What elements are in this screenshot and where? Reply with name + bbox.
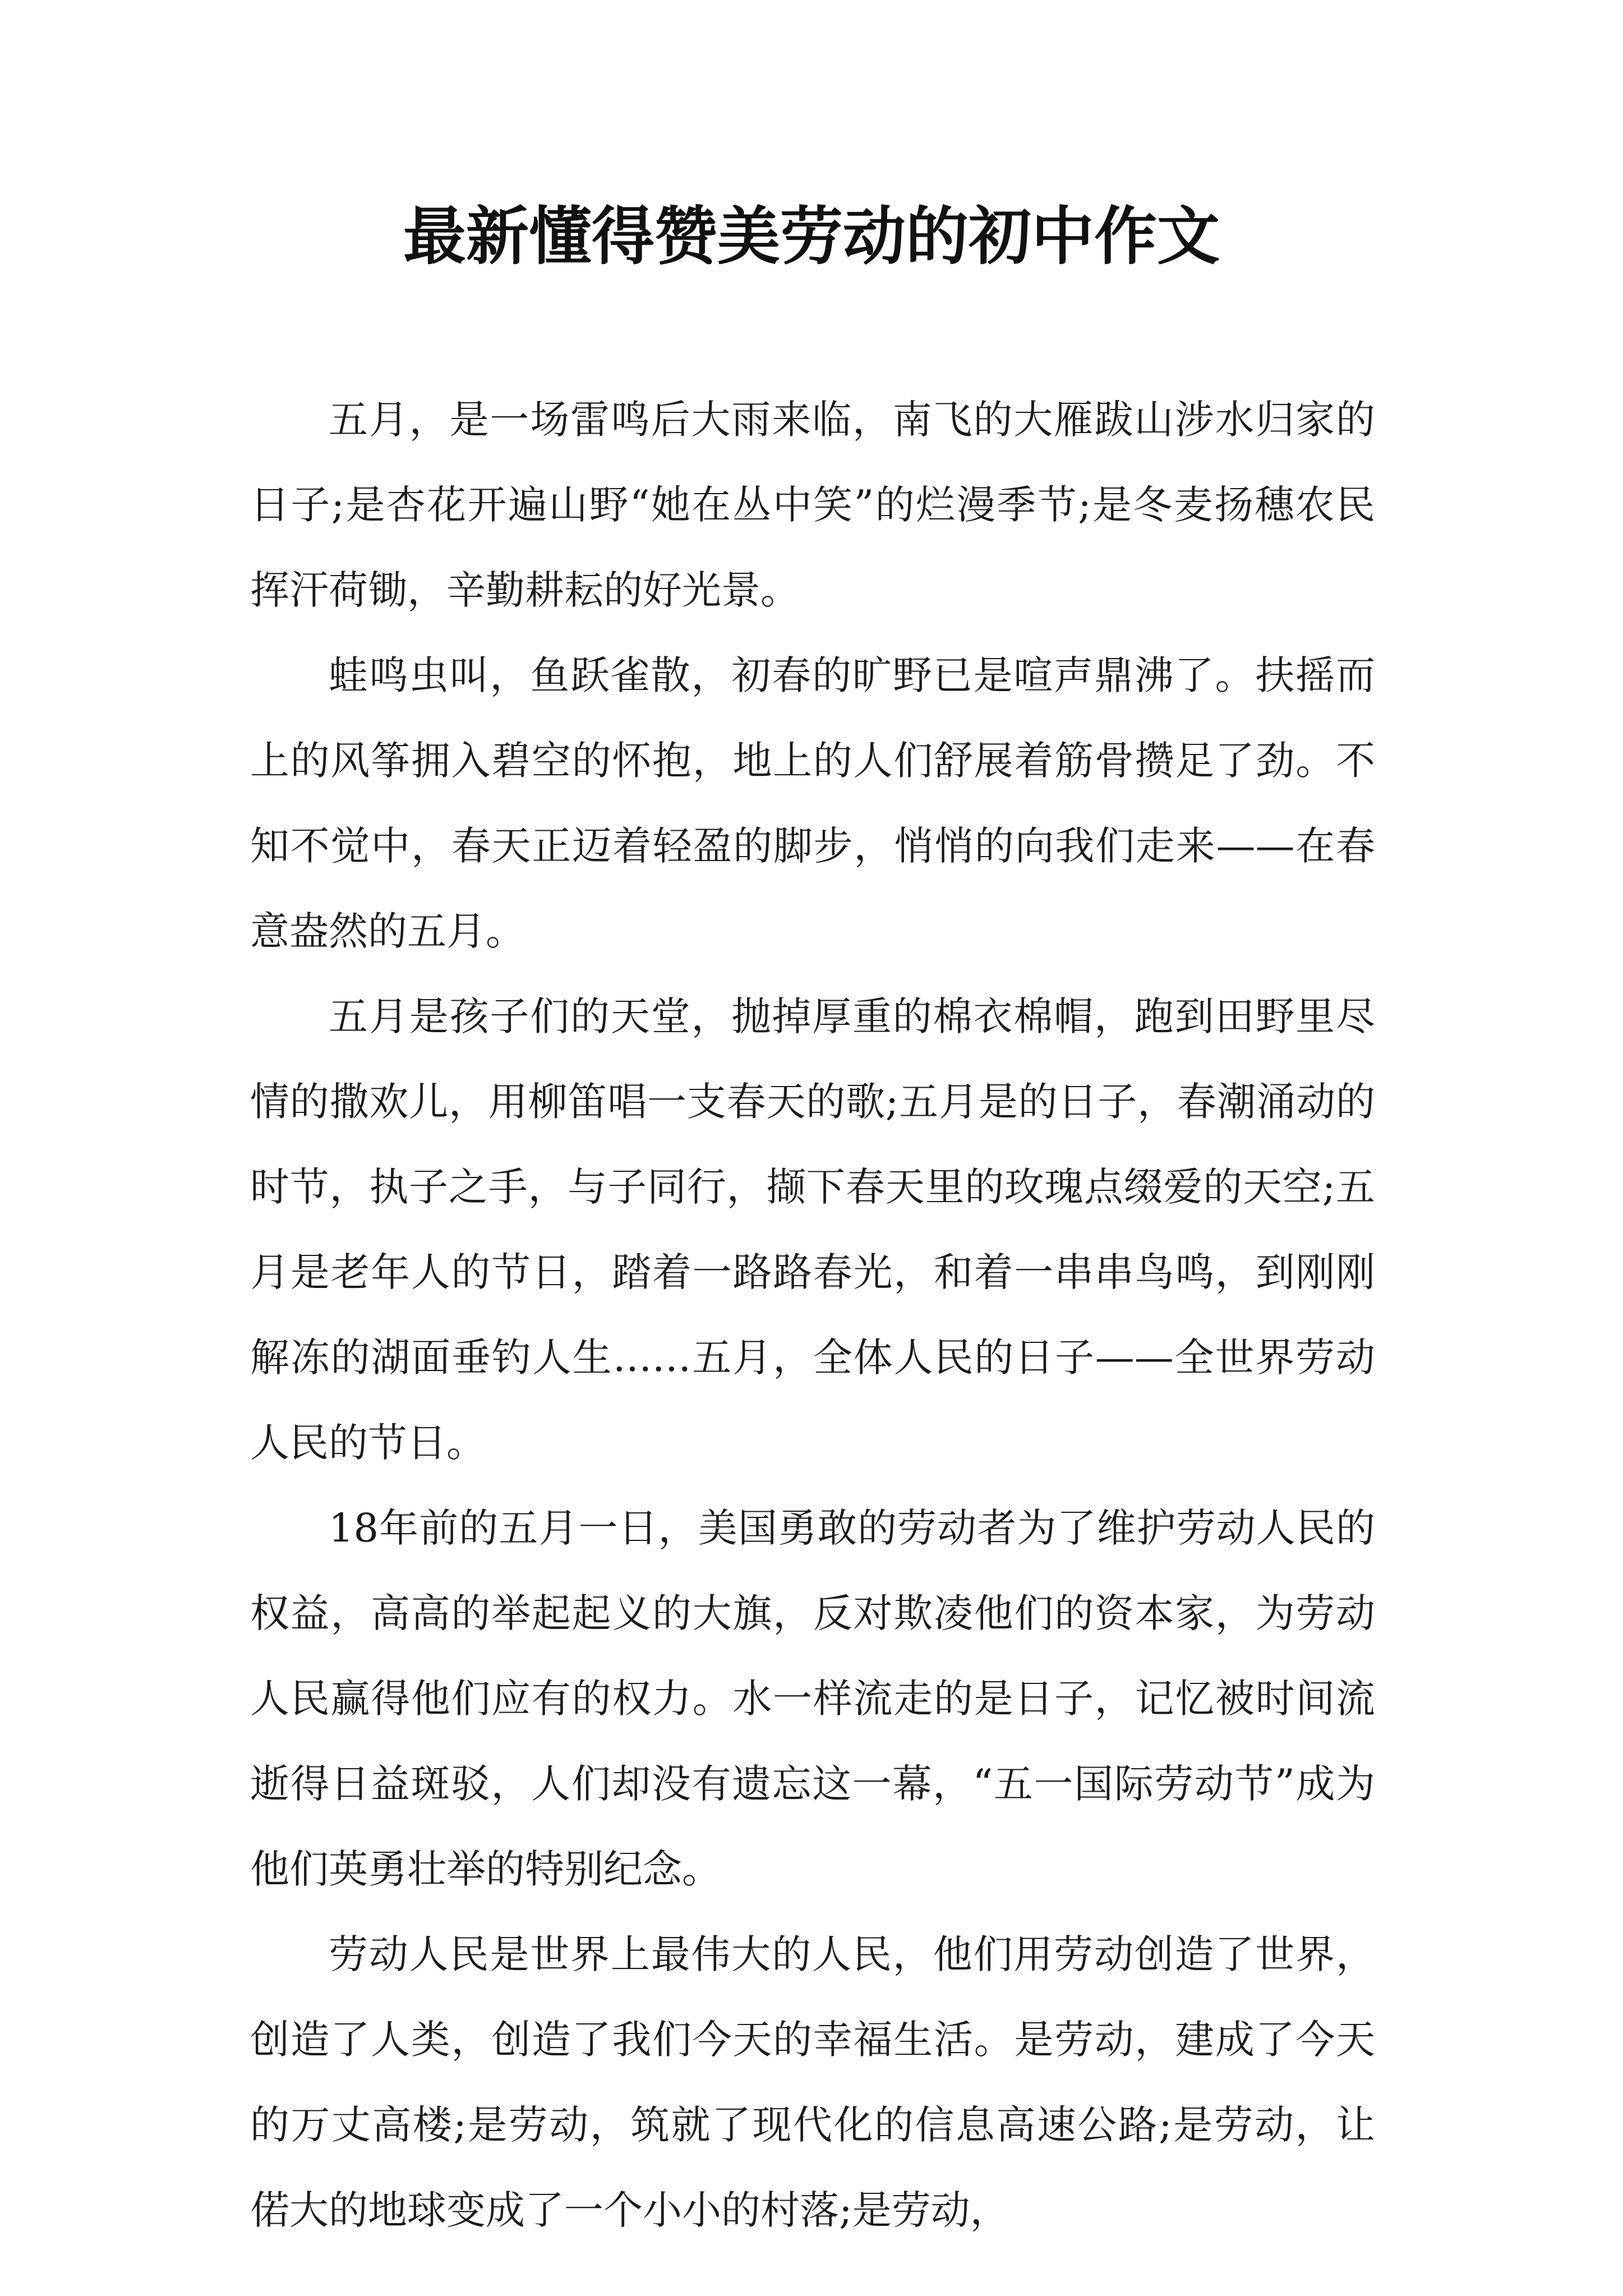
paragraph: 五月，是一场雷鸣后大雨来临，南飞的大雁跋山涉水归家的日子;是杏花开遍山野“她在丛中笑”的烂漫季节;是冬麦扬穗农民挥汗荷锄，辛勤耕耘的好光景。: [250, 397, 1375, 613]
paragraph: 劳动人民是世界上最伟大的人民，他们用劳动创造了世界，创造了人类，创造了我们今天的幸福生活。是劳动，建成了今天的万丈高楼;是劳动，筑就了现代化的信息高速公路;是劳动，让偌大的地球变成了一个小小的村落;是劳动，: [250, 1931, 1375, 2233]
paragraph: 蛙鸣虫叫，鱼跃雀散，初春的旷野已是喧声鼎沸了。扶摇而上的风筝拥入碧空的怀抱，地上的人们舒展着筋骨攒足了劲。不知不觉中，春天正迈着轻盈的脚步，悄悄的向我们走来——在春意盎然的五月。: [250, 652, 1375, 954]
document-title: 最新懂得赞美劳动的初中作文: [403, 200, 1220, 273]
paragraph: 18年前的五月一日，美国勇敢的劳动者为了维护劳动人民的权益，高高的举起起义的大旗，反对欺凌他们的资本家，为劳动人民赢得他们应有的权力。水一样流走的是日子，记忆被时间流逝得日益斑驳，人们却没有遗忘这一幕，“五一国际劳动节”成为他们英勇壮举的特别纪念。: [250, 1505, 1375, 1892]
document-body: [250, 377, 1375, 2253]
paragraph: 五月是孩子们的天堂，抛掉厚重的棉衣棉帽，跑到田野里尽情的撒欢儿，用柳笛唱一支春天的歌;五月是的日子，春潮涌动的时节，执子之手，与子同行，撷下春天里的玫瑰点缀爱的天空;五月是老年人的节日，踏着一路路春光，和着一串串鸟鸣，到刚刚解冻的湖面垂钓人生……五月，全体人民的日子——全世界劳动人民的节日。: [250, 993, 1375, 1466]
